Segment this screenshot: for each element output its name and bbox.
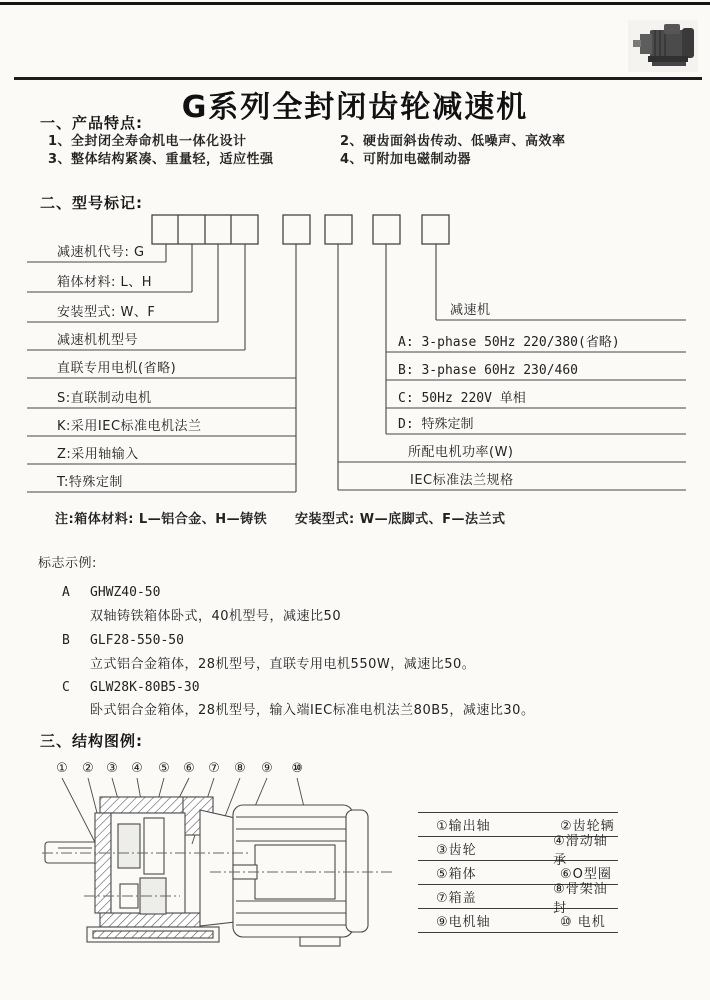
marking-left-label: 箱体材料: L、H <box>57 275 153 290</box>
callout-3: ③ <box>106 761 118 776</box>
callout-9: ⑨ <box>261 761 273 776</box>
feature-item: 1、全封闭全寿命机电一体化设计 <box>48 134 247 149</box>
part-label: ⑨电机轴 <box>436 915 491 930</box>
marking-right-label: 所配电机功率(W) <box>408 445 514 460</box>
marking-note-materials: 注:箱体材料: L—铝合金、H—铸铁 <box>55 512 268 527</box>
marking-left-label: 减速机机型号 <box>57 333 139 348</box>
marking-right-label: IEC标准法兰规格 <box>410 473 514 488</box>
model-marking-heading: 二、型号标记: <box>40 194 143 212</box>
marking-right-label: A: 3-phase 50Hz 220/380(省略) <box>398 335 620 350</box>
examples-heading: 标志示例: <box>38 556 97 571</box>
feature-item: 4、可附加电磁制动器 <box>340 152 472 167</box>
marking-left-label: K:采用IEC标准电机法兰 <box>57 419 202 434</box>
example-key: B <box>62 633 70 648</box>
marking-right-label: B: 3-phase 60Hz 230/460 <box>398 363 579 378</box>
marking-left-label: 减速机代号: G <box>57 245 145 260</box>
example-desc: 卧式铝合金箱体，28机型号，输入端IEC标准电机法兰80B5，减速比30。 <box>90 703 535 718</box>
structure-drawing <box>42 778 392 946</box>
title-rule <box>14 77 702 80</box>
example-key: A <box>62 585 70 600</box>
part-label: ⑥O型圈 <box>560 867 612 882</box>
part-label: ⑦箱盖 <box>436 891 477 906</box>
table-row <box>418 833 618 868</box>
callout-5: ⑤ <box>158 761 170 776</box>
page-title: G系列全封闭齿轮减速机 <box>181 90 529 125</box>
marking-right-label: 减速机 <box>450 303 491 318</box>
marking-left-label: 直联专用电机(省略) <box>57 361 177 376</box>
example-code: GLF28-550-50 <box>90 633 184 648</box>
table-row <box>418 908 618 932</box>
example-desc: 双轴铸铁箱体卧式，40机型号，减速比50 <box>90 609 342 624</box>
example-key: C <box>62 680 70 695</box>
marking-note-mounting: 安装型式: W—底脚式、F—法兰式 <box>295 512 506 527</box>
callout-4: ④ <box>131 761 143 776</box>
part-label: ⑧骨架油封 <box>553 881 608 916</box>
marking-left-label: 安装型式: W、F <box>57 305 156 320</box>
part-label: ③齿轮 <box>436 843 477 858</box>
parts-legend-table <box>418 812 618 933</box>
page-top-border <box>0 2 710 5</box>
part-label: ⑤箱体 <box>436 867 477 882</box>
callout-6: ⑥ <box>183 761 195 776</box>
part-label: ⑩ 电机 <box>560 915 606 930</box>
callout-1: ① <box>56 761 68 776</box>
marking-right-label: C: 50Hz 220V 单相 <box>398 391 526 406</box>
marking-diagram-boxes <box>152 215 449 244</box>
part-label: ②齿轮辆 <box>560 819 615 834</box>
gearmotor-photo <box>628 20 698 72</box>
features-heading: 一、产品特点: <box>40 114 143 132</box>
marking-left-label: T:特殊定制 <box>57 475 123 490</box>
feature-item: 3、整体结构紧凑、重量轻，适应性强 <box>48 152 274 167</box>
callout-8: ⑧ <box>234 761 246 776</box>
table-row <box>418 881 618 916</box>
marking-left-label: S:直联制动电机 <box>57 391 152 406</box>
part-label: ④滑动轴承 <box>553 833 608 868</box>
example-code: GHWZ40-50 <box>90 585 161 600</box>
structure-heading: 三、结构图例: <box>40 732 143 750</box>
marking-left-label: Z:采用轴输入 <box>57 447 139 462</box>
example-code: GLW28K-80B5-30 <box>90 680 200 695</box>
marking-right-label: D: 特殊定制 <box>398 417 474 432</box>
part-label: ①输出轴 <box>436 819 491 834</box>
example-desc: 立式铝合金箱体，28机型号，直联专用电机550W，减速比50。 <box>90 657 476 672</box>
callout-10: ⑩ <box>291 761 303 776</box>
callout-7: ⑦ <box>208 761 220 776</box>
feature-item: 2、硬齿面斜齿传动、低噪声、高效率 <box>340 134 566 149</box>
callout-2: ② <box>82 761 94 776</box>
